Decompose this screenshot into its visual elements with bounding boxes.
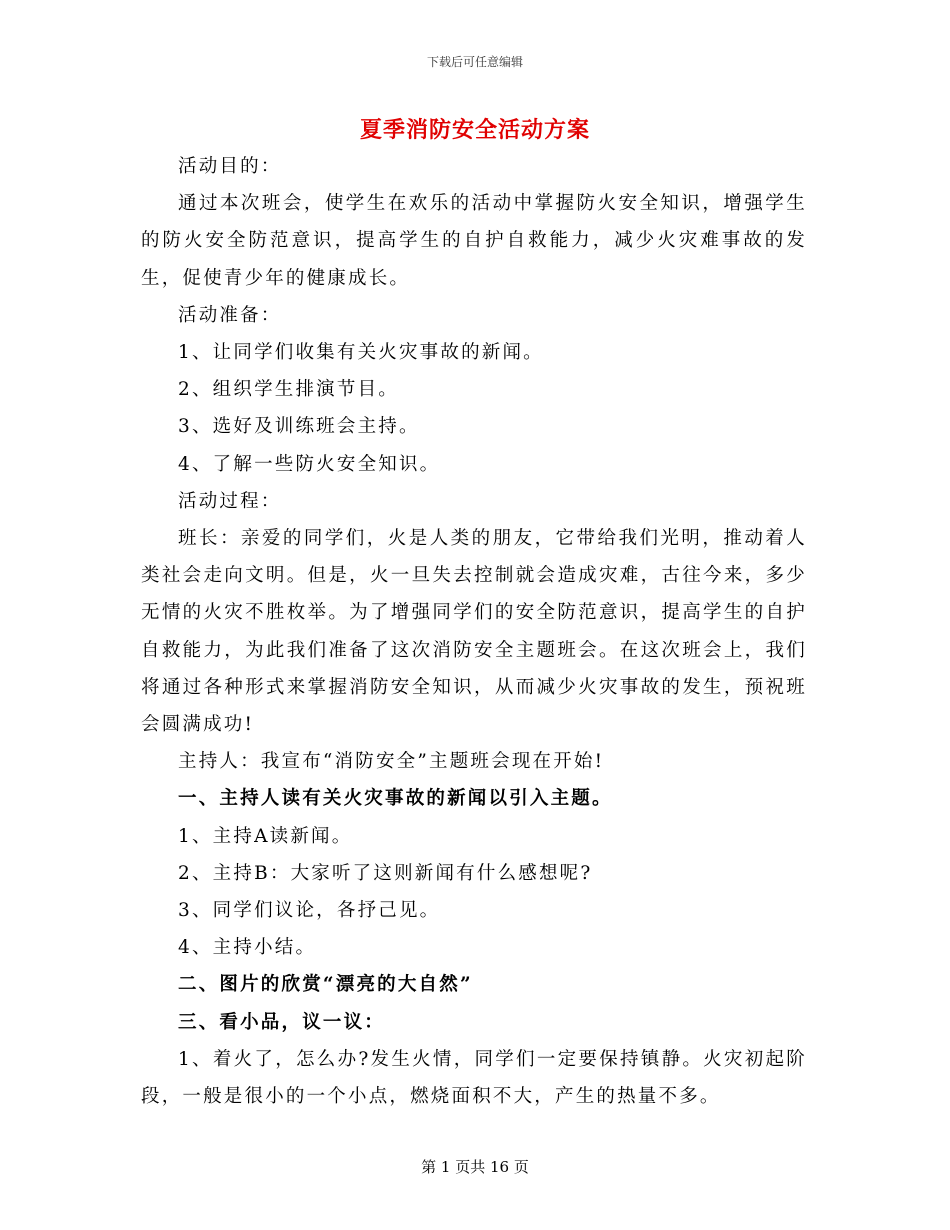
section-heading-process: 活动过程： <box>178 490 282 512</box>
document-body <box>141 148 807 1115</box>
document-title: 夏季消防安全活动方案 <box>359 117 590 143</box>
list-item-preparation-2: 2、组织学生排演节目。 <box>178 379 399 401</box>
paragraph-monitor-speech: 班长：亲爱的同学们，火是人类的朋友，它带给我们光明，推动着人类社会走向文明。但是，火一旦失去控制就会造成灾难，古往今来，多少无情的火灾不胜枚举。为了增强同学们的安全防范意识，提高学生的自护自救能力，为此我们准备了这次消防安全主题班会。在这次班会上，我们将通过各种形式来掌握消防安全知识，从而减少火灾事故的发生，预祝班会圆满成功! <box>141 528 807 736</box>
subheading-part-two: 二、图片的欣赏“漂亮的大自然” <box>178 974 473 996</box>
subheading-part-three: 三、看小品，议一议： <box>178 1011 386 1033</box>
list-item-preparation-1: 1、让同学们收集有关火灾事故的新闻。 <box>178 342 544 364</box>
section-heading-preparation: 活动准备： <box>178 304 282 326</box>
list-item-part-one-2: 2、主持B：大家听了这则新闻有什么感想呢? <box>178 862 593 884</box>
list-item-part-one-3: 3、同学们议论，各抒己见。 <box>178 900 441 922</box>
paragraph-part-three-1: 1、着火了，怎么办?发生火情，同学们一定要保持镇静。火灾初起阶段，一般是很小的一个小点，燃烧面积不大，产生的热量不多。 <box>141 1048 807 1108</box>
paragraph-host-opening: 主持人：我宣布“消防安全”主题班会现在开始! <box>178 751 605 773</box>
list-item-part-one-1: 1、主持A读新闻。 <box>178 825 353 847</box>
section-heading-purpose: 活动目的： <box>178 156 282 177</box>
page-header-note: 下载后可任意编辑 <box>426 55 523 69</box>
paragraph-purpose: 通过本次班会，使学生在欢乐的活动中掌握防火安全知识，增强学生的防火安全防范意识，提高学生的自护自救能力，减少火灾难事故的发生，促使青少年的健康成长。 <box>141 193 807 289</box>
list-item-part-one-4: 4、主持小结。 <box>178 937 317 959</box>
page-footer-number: 第 1 页共 16 页 <box>421 1158 529 1176</box>
list-item-preparation-3: 3、选好及训练班会主持。 <box>178 416 420 438</box>
subheading-part-one: 一、主持人读有关火灾事故的新闻以引入主题。 <box>178 788 613 810</box>
list-item-preparation-4: 4、了解一些防火安全知识。 <box>178 453 441 475</box>
